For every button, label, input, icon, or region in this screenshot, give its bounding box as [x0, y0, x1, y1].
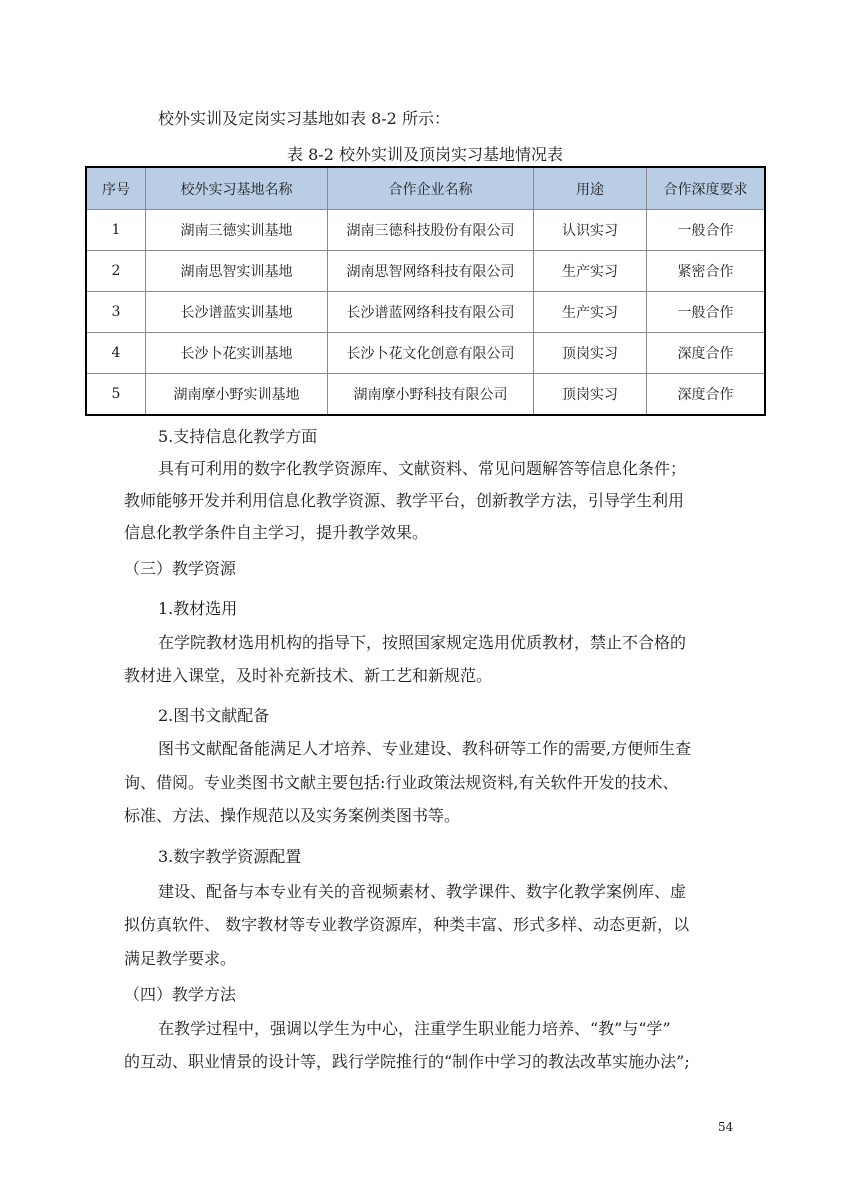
sub2-line-2: 询、借阅。专业类图书文献主要包括:行业政策法规资料,有关软件开发的技术、	[124, 773, 679, 792]
sub3-heading: 3.数字教学资源配置	[158, 847, 302, 866]
table-row	[87, 251, 765, 292]
practice-base-table	[86, 167, 765, 415]
cell-index: 1	[87, 210, 146, 251]
cell-base-name: 长沙卜花实训基地	[146, 333, 328, 374]
cell-company: 长沙谱蓝网络科技有限公司	[328, 292, 534, 333]
cell-index: 2	[87, 251, 146, 292]
sub1-line-2: 教材进入课堂，及时补充新技术、新工艺和新规范。	[124, 666, 493, 685]
header-index: 序号	[87, 168, 146, 210]
sub3-line-3: 满足教学要求。	[124, 949, 237, 968]
cell-company: 湖南摩小野科技有限公司	[328, 374, 534, 415]
cell-cooperation-depth: 深度合作	[647, 374, 765, 415]
cell-cooperation-depth: 紧密合作	[647, 251, 765, 292]
table-row	[87, 333, 765, 374]
section5-line-3: 信息化教学条件自主学习，提升教学效果。	[124, 523, 429, 542]
cell-company: 长沙卜花文化创意有限公司	[328, 333, 534, 374]
section5-heading: 5.支持信息化教学方面	[158, 427, 318, 446]
sub2-heading: 2.图书文献配备	[158, 706, 270, 725]
header-cooperation-depth: 合作深度要求	[647, 168, 765, 210]
page-number: 54	[718, 1120, 734, 1134]
cell-base-name: 湖南摩小野实训基地	[146, 374, 328, 415]
table-row	[87, 210, 765, 251]
section5-line-1: 具有可利用的数字化教学资源库、文献资料、常见问题解答等信息化条件；	[158, 459, 687, 478]
cell-index: 4	[87, 333, 146, 374]
header-base-name: 校外实习基地名称	[146, 168, 328, 210]
table-header-row	[87, 168, 765, 210]
part3-heading: （三）教学资源	[124, 559, 237, 578]
table-caption: 表 8-2 校外实训及顶岗实习基地情况表	[287, 145, 563, 164]
cell-cooperation-depth: 深度合作	[647, 333, 765, 374]
cell-base-name: 长沙谱蓝实训基地	[146, 292, 328, 333]
cell-purpose: 生产实习	[534, 292, 647, 333]
part4-line-2: 的互动、职业情景的设计等，践行学院推行的“制作中学习的教法改革实施办法”;	[124, 1052, 690, 1071]
cell-cooperation-depth: 一般合作	[647, 292, 765, 333]
cell-purpose: 顶岗实习	[534, 374, 647, 415]
sub3-line-2: 拟仿真软件、 数字教材等专业教学资源库，种类丰富、形式多样、动态更新，以	[124, 915, 690, 934]
cell-cooperation-depth: 一般合作	[647, 210, 765, 251]
part4-line-1: 在教学过程中，强调以学生为中心，注重学生职业能力培养、“教”与“学”	[158, 1019, 671, 1038]
table-intro-text: 校外实训及定岗实习基地如表 8-2 所示：	[158, 109, 450, 128]
cell-company: 湖南三德科技股份有限公司	[328, 210, 534, 251]
header-purpose: 用途	[534, 168, 647, 210]
cell-base-name: 湖南三德实训基地	[146, 210, 328, 251]
section5-line-2: 教师能够开发并利用信息化教学资源、教学平台，创新教学方法，引导学生利用	[124, 491, 685, 510]
sub2-line-1: 图书文献配备能满足人才培养、专业建设、教科研等工作的需要,方便师生查	[158, 739, 692, 758]
header-company: 合作企业名称	[328, 168, 534, 210]
sub1-line-1: 在学院教材选用机构的指导下，按照国家规定选用优质教材，禁止不合格的	[158, 633, 687, 652]
cell-purpose: 生产实习	[534, 251, 647, 292]
cell-base-name: 湖南思智实训基地	[146, 251, 328, 292]
cell-purpose: 顶岗实习	[534, 333, 647, 374]
cell-purpose: 认识实习	[534, 210, 647, 251]
table-row	[87, 374, 765, 415]
sub1-heading: 1.教材选用	[158, 599, 238, 618]
part4-heading: （四）教学方法	[124, 985, 237, 1004]
cell-index: 5	[87, 374, 146, 415]
table-row	[87, 292, 765, 333]
sub2-line-3: 标准、方法、操作规范以及实务案例类图书等。	[124, 806, 461, 825]
cell-company: 湖南思智网络科技有限公司	[328, 251, 534, 292]
cell-index: 3	[87, 292, 146, 333]
sub3-line-1: 建设、配备与本专业有关的音视频素材、教学课件、数字化教学案例库、虚	[158, 882, 687, 901]
